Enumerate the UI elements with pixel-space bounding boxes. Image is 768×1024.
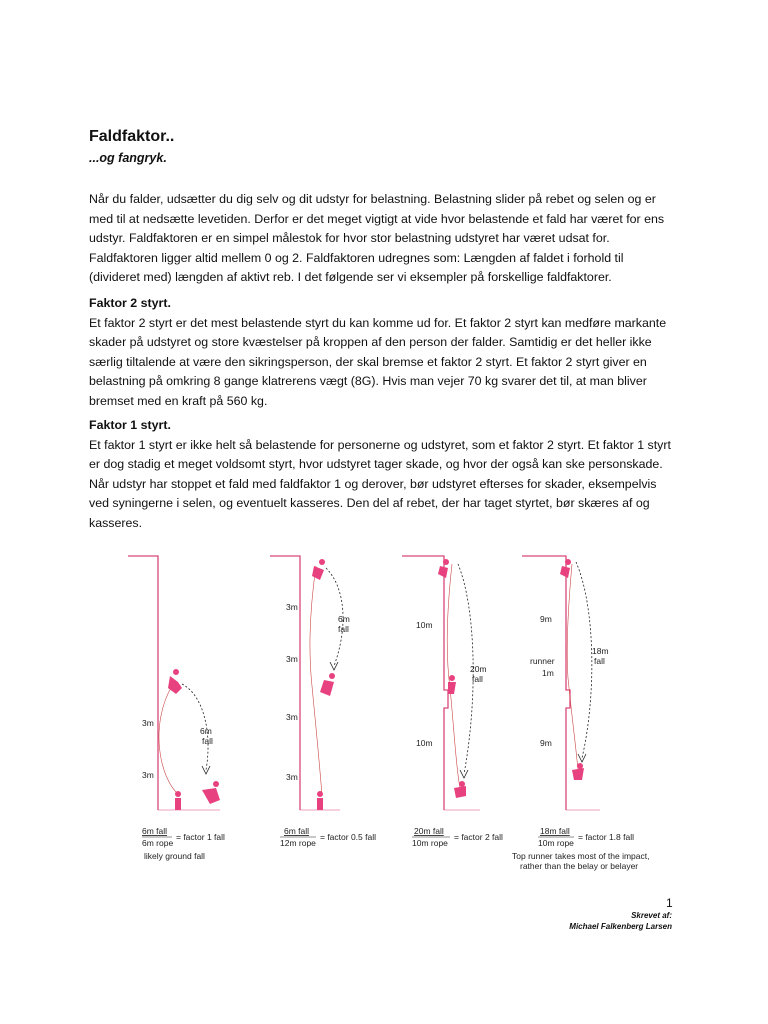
intro-line: (divideret med) længden af aktivt reb. I det følgende ser vi eksempler på forskellige faldfaktorer.	[89, 270, 612, 284]
factor2-line: Et faktor 2 styrt er det mest belastende styrt du kan komme ud for. Et faktor 2 styrt kan medføre markante	[89, 315, 667, 330]
factor2-line: særlig tiltalende at være den sikringsperson, der skal bremse et faktor 2 styrt. Et faktor 2 styrt giver en	[89, 354, 647, 369]
fallen-climber-icon	[329, 673, 335, 679]
intro-paragraph	[89, 190, 689, 288]
fall-factor-diagram	[120, 548, 680, 871]
fall-factor-figure	[120, 548, 680, 871]
formula-result: = factor 0.5 fall	[320, 832, 376, 842]
climber-icon	[168, 676, 182, 694]
author-block	[569, 910, 672, 932]
rope-line	[159, 686, 180, 796]
formula-result: = factor 1 fall	[176, 832, 225, 842]
fall-label: 6m	[338, 614, 350, 624]
fall-arrowhead	[578, 754, 586, 762]
factor2-line: skader på udstyret og store kvæstelser på kroppen af den person der falder. Samtidig er det heller ikke	[89, 335, 652, 349]
factor2-line: bremset med en kraft på 560 kg.	[89, 393, 268, 408]
height-label: 3m	[142, 718, 154, 728]
belayer-icon	[175, 791, 181, 797]
formula-numerator: 6m fall	[284, 826, 310, 836]
fall-arrow	[576, 562, 592, 758]
panel-3-climbers	[438, 559, 466, 798]
author-name: Michael Falkenberg Larsen	[569, 922, 672, 931]
fall-arrowhead	[202, 766, 210, 774]
height-label: 9m	[540, 614, 552, 624]
factor2-heading: Faktor 2 styrt.	[89, 296, 171, 310]
intro-line: Når du falder, udsætter du dig selv og dit udstyr for belastning. Belastning slider på rebet og selen og er	[89, 192, 656, 206]
formula-denominator: 12m rope	[280, 838, 316, 848]
height-label: 10m	[416, 620, 433, 630]
panel-2-climbers	[312, 559, 335, 810]
formula-denominator: 10m rope	[538, 838, 574, 848]
height-label: 3m	[286, 654, 298, 664]
fallen-climber-icon	[320, 680, 334, 696]
formula-numerator: 18m fall	[540, 826, 570, 836]
formula-numerator: 6m fall	[142, 826, 168, 836]
formula-result: = factor 1.8 fall	[578, 832, 634, 842]
fall-label: 6m	[200, 726, 212, 736]
belayer-icon	[317, 798, 323, 810]
fallen-climber-icon	[202, 788, 220, 804]
factor1-line: Et faktor 1 styrt er ikke helt så belastende for personerne og udstyret, som et faktor 2 styrt. Et faktor 1 styrt	[89, 437, 671, 452]
rope-line	[567, 564, 578, 770]
height-label: 3m	[286, 772, 298, 782]
height-label: 3m	[286, 602, 298, 612]
intro-line: udstyr. Faldfaktoren er en simpel målestok for hvor stor belastning udstyret har været udsat for.	[89, 231, 610, 245]
climber-icon	[319, 559, 325, 565]
formula-denominator: 6m rope	[142, 838, 174, 848]
climber-icon	[438, 566, 448, 578]
fallen-climber-icon	[454, 786, 466, 798]
author-label: Skrevet af:	[631, 911, 672, 920]
page-subtitle: ...og fangryk.	[89, 151, 167, 165]
runner-label: runner	[530, 656, 555, 666]
climber-icon	[565, 559, 571, 565]
rope-line	[310, 566, 322, 796]
factor1-line: Når udstyr har stoppet et fald med faldfaktor 1 og derover, bør udstyret efterses for skader, eksempelvis	[89, 476, 657, 491]
factor1-line: er dog stadig et meget voldsomt styrt, hvor udstyret tager skade, og hvor der også kan ske personskade.	[89, 457, 663, 471]
panel-3	[402, 556, 480, 810]
height-label: 9m	[540, 738, 552, 748]
formula-numerator: 20m fall	[414, 826, 444, 836]
height-label: 3m	[142, 770, 154, 780]
climber-icon	[560, 566, 570, 578]
factor1-line: kasseres.	[89, 515, 143, 530]
factor2-section	[89, 294, 689, 411]
fallen-climber-icon	[572, 768, 584, 780]
fall-label: fall	[472, 674, 483, 684]
belayer-icon	[449, 675, 455, 681]
belayer-icon	[175, 798, 181, 810]
page-title: Faldfaktor..	[89, 128, 175, 145]
fall-label: fall	[594, 656, 605, 666]
factor2-line: belastning på omkring 8 gange klatrerens vægt (8G). Hvis man vejer 70 kg svarer det til, at man bliver	[89, 374, 647, 388]
page-number: 1	[666, 896, 673, 910]
climber-icon	[173, 669, 179, 675]
intro-line: Faldfaktoren ligger altid mellem 0 og 2. Faldfaktoren udregnes som: Længden af faldet i forhold til	[89, 250, 624, 265]
wall-line	[402, 556, 448, 810]
caption: likely ground fall	[144, 851, 205, 861]
runner-label: 1m	[542, 668, 554, 678]
fall-label: fall	[202, 736, 213, 746]
fall-label: fall	[338, 624, 349, 634]
caption: rather than the belay or belayer	[520, 861, 639, 871]
panel-4	[522, 556, 600, 810]
fallen-climber-icon	[213, 781, 219, 787]
caption: Top runner takes most of the impact,	[512, 851, 650, 861]
climber-icon	[312, 566, 324, 580]
fall-label: 18m	[592, 646, 609, 656]
fall-arrowhead	[330, 662, 338, 670]
climber-icon	[443, 559, 449, 565]
fallen-climber-icon	[577, 763, 583, 769]
fallen-climber-icon	[459, 781, 465, 787]
fall-label: 20m	[470, 664, 487, 674]
formula-denominator: 10m rope	[412, 838, 448, 848]
wall-line	[522, 556, 570, 810]
intro-line: med til at nedsætte levetiden. Derfor er det meget vigtigt at vide hvor belastende et fald har været for ens	[89, 211, 665, 226]
factor1-heading: Faktor 1 styrt.	[89, 418, 171, 432]
height-label: 3m	[286, 712, 298, 722]
formula-result: = factor 2 fall	[454, 832, 503, 842]
panel-4-climbers	[560, 559, 584, 780]
belayer-icon	[317, 791, 323, 797]
factor1-section	[89, 416, 689, 533]
height-label: 10m	[416, 738, 433, 748]
belayer-icon	[448, 682, 456, 694]
factor1-line: ved syningerne i selen, og eventuelt kasseres. Den del af rebet, der har taget styrtet, bør skæres af og	[89, 496, 650, 510]
